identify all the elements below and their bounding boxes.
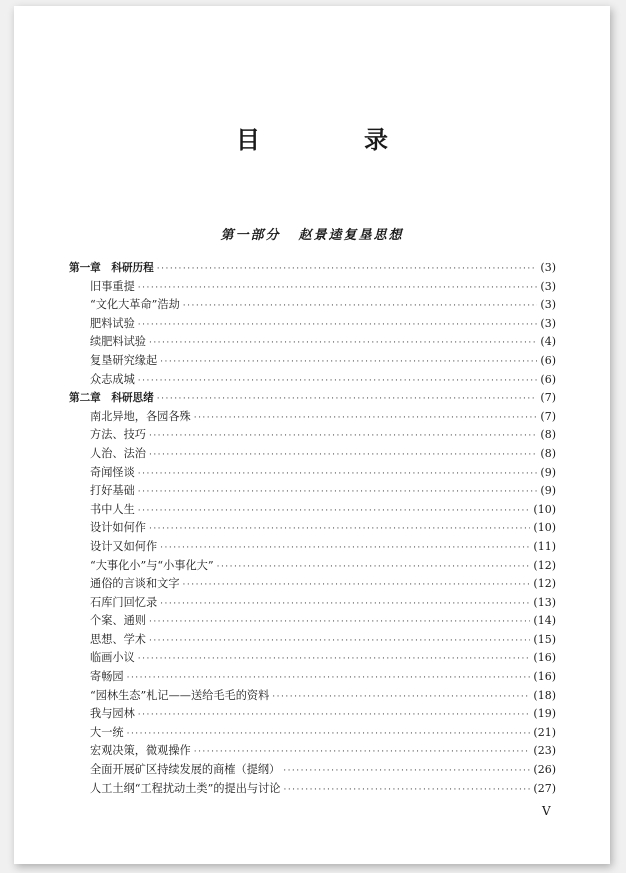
toc-section-entry [69, 371, 556, 390]
toc-entry-page: (15) [533, 632, 556, 646]
toc-entry-page: (11) [533, 539, 556, 553]
toc-entry-page: (3) [540, 279, 556, 293]
toc-entry-title: 旧事重提 [90, 279, 135, 293]
toc-section-entry [69, 594, 556, 613]
toc-entry-page: (4) [540, 335, 556, 349]
toc-section-entry [69, 482, 556, 501]
document-page [14, 6, 610, 864]
dot-leader [183, 576, 531, 595]
toc-entry-page: (3) [540, 298, 556, 312]
toc-section-entry [69, 333, 556, 352]
toc-entry-page: (3) [540, 316, 556, 330]
toc-section-entry [69, 519, 556, 538]
table-of-contents [69, 259, 556, 798]
toc-section-entry [69, 761, 556, 780]
dot-leader [217, 558, 531, 577]
toc-entry-title: “大事化小”与“小事化大” [90, 558, 214, 572]
toc-section-entry [69, 724, 556, 743]
toc-section-entry [69, 538, 556, 557]
toc-entry-page: (3) [540, 261, 556, 274]
dot-leader [138, 483, 538, 502]
toc-entry-page: (27) [533, 781, 556, 795]
toc-entry-title: “园林生态”札记——送给毛毛的资料 [90, 688, 270, 702]
part-name: 赵景逵复垦思想 [298, 228, 404, 243]
toc-entry-page: (19) [533, 707, 556, 721]
dot-leader [138, 650, 531, 669]
dot-leader [149, 520, 530, 539]
toc-section-entry [69, 742, 556, 761]
dot-leader [138, 465, 538, 484]
toc-section-entry [69, 445, 556, 464]
toc-entry-title: 续肥料试验 [90, 335, 146, 349]
toc-entry-page: (16) [533, 651, 556, 665]
toc-entry-page: (7) [540, 391, 556, 405]
toc-entry-page: (12) [533, 558, 556, 572]
toc-entry-title: 人工土纲“工程扰动土类”的提出与讨论 [90, 781, 281, 795]
dot-leader [149, 613, 530, 632]
dot-leader [127, 725, 531, 744]
toc-entry-title: 复垦研究缘起 [90, 353, 158, 367]
dot-leader [149, 427, 537, 446]
toc-section-entry [69, 649, 556, 668]
dot-leader [138, 279, 538, 298]
part-heading [14, 224, 610, 243]
toc-entry-page: (10) [533, 502, 556, 516]
toc-section-entry [69, 352, 556, 371]
toc-section-entry [69, 557, 556, 576]
dot-leader [160, 595, 530, 614]
toc-section-entry [69, 296, 556, 315]
toc-entry-page: (26) [533, 763, 556, 777]
toc-entry-title: 宏观决策，微观操作 [90, 744, 191, 758]
toc-entry-title: 打好基础 [90, 484, 135, 498]
toc-entry-page: (13) [533, 595, 556, 609]
toc-entry-page: (8) [540, 446, 556, 460]
toc-entry-page: (12) [533, 577, 556, 591]
toc-chapter-entry [69, 389, 556, 408]
toc-section-entry [69, 426, 556, 445]
toc-chapter-entry [69, 259, 556, 278]
toc-entry-page: (14) [533, 614, 556, 628]
toc-section-entry [69, 278, 556, 297]
toc-entry-title: 奇闻怪谈 [90, 465, 135, 479]
toc-entry-page: (8) [540, 428, 556, 442]
toc-entry-page: (6) [540, 372, 556, 386]
toc-entry-title: 肥料试验 [90, 316, 135, 330]
dot-leader [183, 297, 538, 316]
toc-entry-title: 方法、技巧 [90, 428, 146, 442]
dot-leader [138, 316, 538, 335]
toc-entry-title: 设计又如何作 [90, 539, 158, 553]
toc-section-entry [69, 315, 556, 334]
toc-entry-title: 设计如何作 [90, 521, 146, 535]
dot-leader [157, 260, 538, 279]
toc-entry-title: 第一章 科研历程 [69, 262, 154, 274]
dot-leader [127, 669, 531, 688]
dot-leader [283, 762, 530, 781]
toc-entry-page: (7) [540, 409, 556, 423]
toc-entry-title: 全面开展矿区持续发展的商榷（提纲） [90, 763, 281, 777]
toc-section-entry [69, 631, 556, 650]
toc-entry-page: (16) [533, 670, 556, 684]
dot-leader [138, 706, 531, 725]
toc-section-entry [69, 668, 556, 687]
page-title: 目 录 [236, 125, 428, 154]
dot-leader [160, 353, 537, 372]
dot-leader [283, 781, 530, 800]
toc-entry-title: 大一统 [90, 725, 124, 739]
toc-section-entry [69, 687, 556, 706]
dot-leader [149, 446, 537, 465]
dot-leader [138, 372, 538, 391]
toc-entry-title: “文化大革命”浩劫 [90, 298, 180, 312]
dot-leader [272, 688, 530, 707]
dot-leader [157, 390, 538, 409]
toc-section-entry [69, 612, 556, 631]
toc-section-entry [69, 705, 556, 724]
toc-entry-title: 个案、通则 [90, 614, 146, 628]
dot-leader [160, 539, 530, 558]
toc-section-entry [69, 464, 556, 483]
dot-leader [194, 409, 538, 428]
toc-entry-page: (9) [540, 465, 556, 479]
toc-entry-page: (10) [533, 521, 556, 535]
dot-leader [194, 743, 531, 762]
dot-leader [149, 334, 537, 353]
toc-entry-title: 第二章 科研思绪 [69, 392, 154, 405]
toc-section-entry [69, 408, 556, 427]
toc-section-entry [69, 501, 556, 520]
toc-entry-page: (9) [540, 484, 556, 498]
toc-entry-title: 众志成城 [90, 372, 135, 386]
toc-entry-page: (18) [533, 688, 556, 702]
toc-entry-page: (21) [533, 725, 556, 739]
toc-entry-title: 通俗的言谈和文字 [90, 577, 180, 591]
part-label: 第一部分 [220, 228, 281, 243]
toc-entry-title: 人治、法治 [90, 446, 146, 460]
toc-entry-title: 思想、学术 [90, 632, 146, 646]
toc-entry-title: 石库门回忆录 [90, 595, 158, 609]
dot-leader [138, 502, 531, 521]
toc-entry-title: 南北异地，各园各殊 [90, 409, 191, 423]
toc-entry-page: (6) [540, 353, 556, 367]
toc-entry-title: 临画小议 [90, 651, 135, 665]
toc-entry-page: (23) [533, 744, 556, 758]
page-number: V [542, 804, 551, 818]
toc-section-entry [69, 575, 556, 594]
dot-leader [149, 632, 530, 651]
toc-entry-title: 寄畅园 [90, 670, 124, 684]
toc-entry-title: 我与园林 [90, 707, 135, 721]
toc-entry-title: 书中人生 [90, 502, 135, 516]
toc-section-entry [69, 780, 556, 799]
